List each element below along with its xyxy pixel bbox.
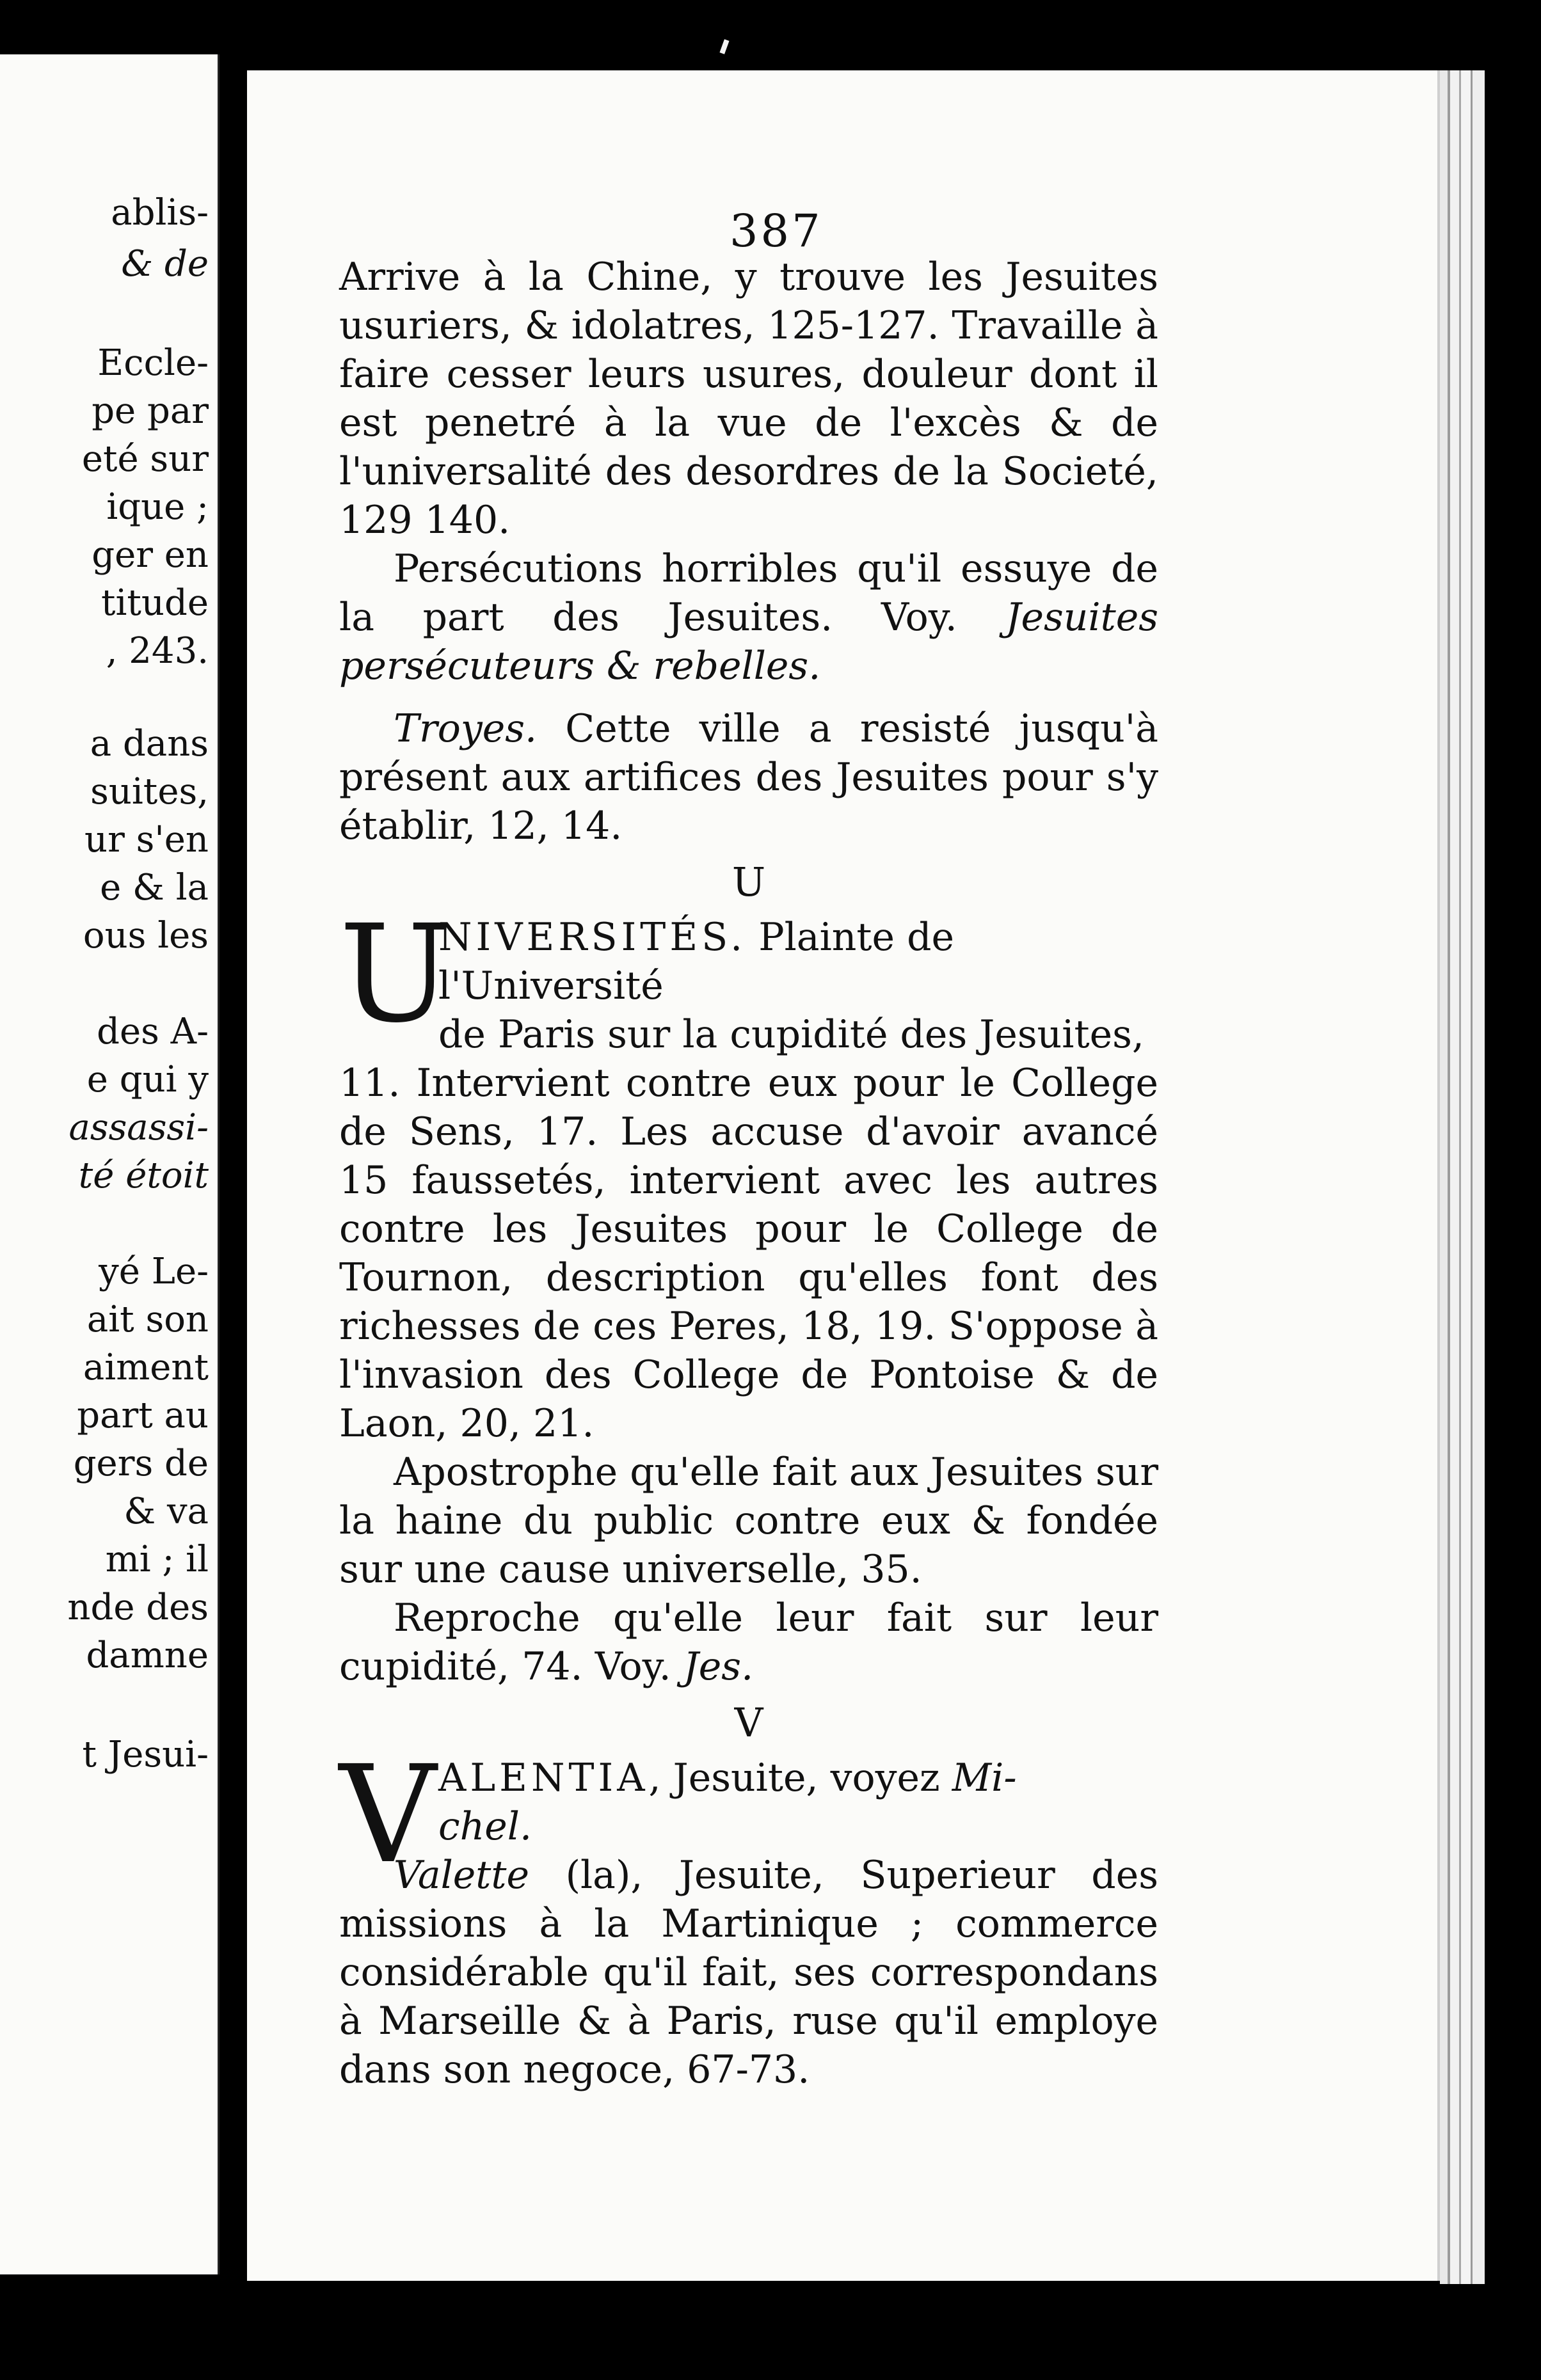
entry-persecutions (339, 544, 1158, 690)
universites-body: 11. Intervient contre eux pour le College de Sens, 17. Les accuse d'avoir avancé 15 faussetés, intervient avec les autres contre les Jesuites pour le College de Tournon, description qu'elles font des richesses de ces Peres, 18, 19. S'oppose à l'invasion des College de Pontoise & de Laon, 20, 21. (339, 1061, 1158, 1446)
entry-reproche-text: Reproche qu'elle leur fait sur leur cupidité, 74. Voy. (339, 1596, 1158, 1689)
left-page-line: ait son (86, 1299, 209, 1340)
entry-valette-text: (la), Jesuite, Superieur des missions à la Martinique ; commerce considérable qu'il fait, ses correspondans à Marseille & à Paris, ruse qu'il employe dans son negoce, 67-73. (339, 1853, 1158, 2092)
left-page-line: ger en (92, 534, 209, 576)
left-page-line: aiment (83, 1347, 209, 1388)
left-page-line: damne (86, 1635, 209, 1676)
universites-lead: Plainte de l'Université (438, 915, 955, 1008)
entry-arrive-chine: Arrive à la Chine, y trouve les Jesuites usuriers, & idolatres, 125-127. Travaille à faire cesser leurs usures, douleur dont il est penetré à la vue de l'excès & de l'universalité des desordres de la Societé, 129 140. (339, 255, 1158, 543)
scan-mark (719, 39, 729, 54)
page-number: 387 (730, 205, 823, 257)
section-letter-v: V (734, 1699, 763, 1746)
valentia-text: , Jesuite, voyez (648, 1756, 952, 1800)
cross-reference-jes: Jes. (683, 1644, 754, 1689)
entry-troyes-text: Cette ville a resisté jusqu'à présent aux artifices des Jesuites pour s'y établir, 12, 14. (339, 706, 1158, 848)
left-page-line: ablis- (111, 192, 209, 234)
left-page-line: part au (77, 1395, 209, 1436)
dropcap-v: V (339, 1736, 436, 1893)
page-edge-stack (1440, 70, 1485, 2284)
headword-troyes: Troyes. (394, 706, 538, 751)
left-page-line: e & la (100, 867, 209, 908)
section-letter-u: U (731, 859, 766, 905)
left-page-line: & va (124, 1491, 209, 1532)
entry-reproche (339, 1594, 1158, 1691)
left-page-line: mi ; il (105, 1539, 209, 1580)
entry-universites (339, 896, 1158, 1448)
entry-apostrophe: Apostrophe qu'elle fait aux Jesuites sur la haine du public contre eux & fondée sur une cause universelle, 35. (339, 1450, 1158, 1592)
left-page-line: des A- (97, 1011, 209, 1052)
left-page-line: a dans (90, 723, 209, 765)
left-page-line: t Jesui- (82, 1734, 209, 1775)
headword-valentia: ALENTIA (438, 1756, 649, 1800)
left-page-line: ur s'en (84, 819, 209, 861)
left-page-line: eté sur (81, 438, 209, 480)
left-page-line: assassi- (68, 1107, 209, 1148)
headword-valette: Valette (394, 1853, 530, 1898)
universites-line2: de Paris sur la cupidité des Jesuites, (438, 1012, 1144, 1057)
index-text-column (339, 253, 1158, 2094)
left-page-line: yé Le- (99, 1251, 209, 1292)
valentia-ref-2: chel. (438, 1804, 532, 1849)
left-page-line: titude (101, 582, 209, 624)
left-page-line: Eccle- (97, 342, 209, 384)
left-page-line: suites, (90, 771, 209, 813)
entry-valette (339, 1851, 1158, 2094)
entry-troyes (339, 704, 1158, 850)
dropcap-u: U (339, 896, 452, 1052)
entry-persecutions-text: Persécutions horribles qu'il essuye de la part des Jesuites. Voy. (339, 546, 1158, 640)
left-page-line: pe par (92, 390, 209, 432)
left-page-line: , 243. (106, 630, 209, 672)
left-page-line: e qui y (86, 1059, 209, 1100)
left-page-line: & de (121, 243, 209, 285)
valentia-ref-1: Mi- (952, 1756, 1017, 1800)
left-facing-page (0, 54, 220, 2274)
left-page-line: té étoit (78, 1155, 209, 1196)
left-page-line: nde des (67, 1587, 209, 1628)
headword-universites: NIVERSITÉS. (438, 915, 747, 960)
left-page-line: ique ; (106, 486, 209, 528)
left-page-line: gers de (73, 1443, 209, 1484)
cross-reference: Jesuites persécuteurs & rebelles. (339, 595, 1158, 688)
left-page-line: ous les (83, 915, 209, 956)
